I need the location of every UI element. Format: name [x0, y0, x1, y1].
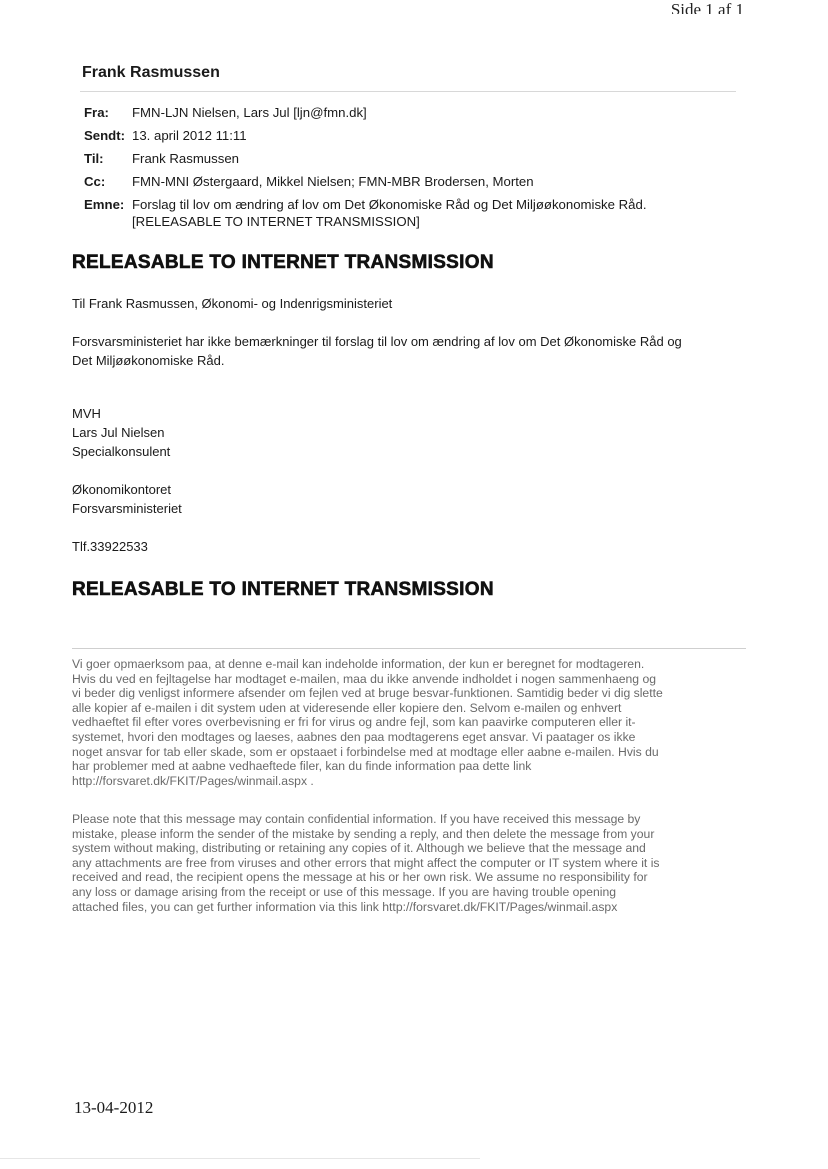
subject-row — [84, 196, 692, 230]
disclaimer-line: system without making, distributing or retaining any copies of it. Although we believe that the message and — [72, 841, 646, 856]
disclaimer-line: received and read, the recipient opens the message at his or her own risk. We assume no responsibility for — [72, 870, 648, 885]
sent-value: 13. april 2012 11:11 — [132, 128, 247, 143]
disclaimer-line: mistake, please inform the sender of the mistake by sending a reply, and then delete the message from your — [72, 826, 655, 841]
cc-value: FMN-MNI Østergaard, Mikkel Nielsen; FMN-MBR Brodersen, Morten — [132, 174, 534, 189]
from-value: FMN-LJN Nielsen, Lars Jul [ljn@fmn.dk] — [132, 105, 367, 120]
organization — [72, 480, 182, 518]
disclaimer-line: alle kopier af e-mailen i dit system uden at videresende eller kopiere den. Selvom e-mailen og enhvert — [72, 700, 622, 715]
cc-row — [84, 173, 692, 190]
signature — [72, 404, 170, 461]
disclaimer-line: any loss or damage arising from the receipt or use of this message. If you are having trouble opening — [72, 884, 616, 899]
message-line-2: Det Miljøøkonomiske Råd. — [72, 353, 225, 368]
from-row — [84, 104, 692, 121]
subject-label: Emne: — [84, 197, 125, 212]
disclaimer-link[interactable]: http://forsvaret.dk/FKIT/Pages/winmail.aspx . — [72, 773, 314, 788]
disclaimer-line: Please note that this message may contain confidential information. If you have received this message by — [72, 812, 641, 826]
subject-line-2: [RELEASABLE TO INTERNET TRANSMISSION] — [132, 214, 420, 229]
footer-date: 13-04-2012 — [74, 1098, 154, 1117]
subject-line-1: Forslag til lov om ændring af lov om Det Økonomiske Råd og Det Miljøøkonomiske Råd. — [132, 197, 647, 212]
disclaimer-line: Vi goer opmaerksom paa, at denne e-mail kan indeholde information, der kun er beregnet for modtageren. — [72, 657, 645, 671]
office: Økonomikontoret — [72, 482, 171, 497]
disclaimer-line: vedhaeftet fil efter vores overbevisning er fri for virus og andre fejl, som kan paavirke computeren eller it- — [72, 715, 636, 730]
cc-label: Cc: — [84, 174, 106, 189]
disclaimer-line: har problemer med at aabne vedhaeftede filer, kan du finde information paa dette link — [72, 759, 532, 774]
to-value: Frank Rasmussen — [132, 151, 240, 166]
page-number: Side 1 af 1 — [670, 0, 744, 14]
scan-edge-line — [0, 1158, 480, 1159]
disclaimer-line: Hvis du ved en fejltagelse har modtaget e-mailen, maa du ikke anvende indholdet i nogen sammenhaeng og — [72, 671, 657, 686]
phone: Tlf.33922533 — [72, 539, 148, 554]
releasable-banner-bottom: RELEASABLE TO INTERNET TRANSMISSION — [72, 579, 494, 600]
recipient-name: Frank Rasmussen — [82, 64, 220, 81]
disclaimer-danish — [72, 657, 748, 788]
header-divider — [80, 91, 736, 92]
ministry: Forsvarsministeriet — [72, 501, 182, 516]
disclaimer-line: attached files, you can get further information via this link http://forsvaret.dk/FKIT/Pages/winmail.aspx — [72, 899, 618, 914]
disclaimer-line: systemet, hvori den modtages og laeses, aabnes den paa modtagerens eget ansvar. Vi paatager os ikke — [72, 729, 636, 744]
disclaimer-line: noget ansvar for tab eller skade, som er opstaaet i forbindelse med at modtage eller aabne e-mailen. Hvis du — [72, 744, 659, 759]
disclaimer-line: any attachments are free from viruses and other errors that might affect the computer or IT system where it is — [72, 855, 660, 870]
message-line-1: Forsvarsministeriet har ikke bemærkninger til forslag til lov om ændring af lov om Det Økonomiske Råd og — [72, 334, 682, 349]
subject-value — [132, 196, 692, 230]
closing: MVH — [72, 406, 101, 421]
sent-label: Sendt: — [84, 128, 126, 143]
to-label: Til: — [84, 151, 104, 166]
from-label: Fra: — [84, 105, 109, 120]
releasable-banner-top: RELEASABLE TO INTERNET TRANSMISSION — [72, 252, 494, 273]
to-row — [84, 150, 692, 167]
sender-name: Lars Jul Nielsen — [72, 425, 165, 440]
disclaimer-line: vi beder dig venligst informere afsender om fejlen ved at bruge besvar-funktionen. Samtidig beder vi dig slette — [72, 686, 663, 701]
disclaimer-english — [72, 812, 748, 914]
sender-title: Specialkonsulent — [72, 444, 171, 459]
sent-row — [84, 127, 692, 144]
greeting: Til Frank Rasmussen, Økonomi- og Indenrigsministeriet — [72, 296, 393, 311]
disclaimer-divider — [72, 648, 746, 649]
message — [72, 332, 682, 370]
